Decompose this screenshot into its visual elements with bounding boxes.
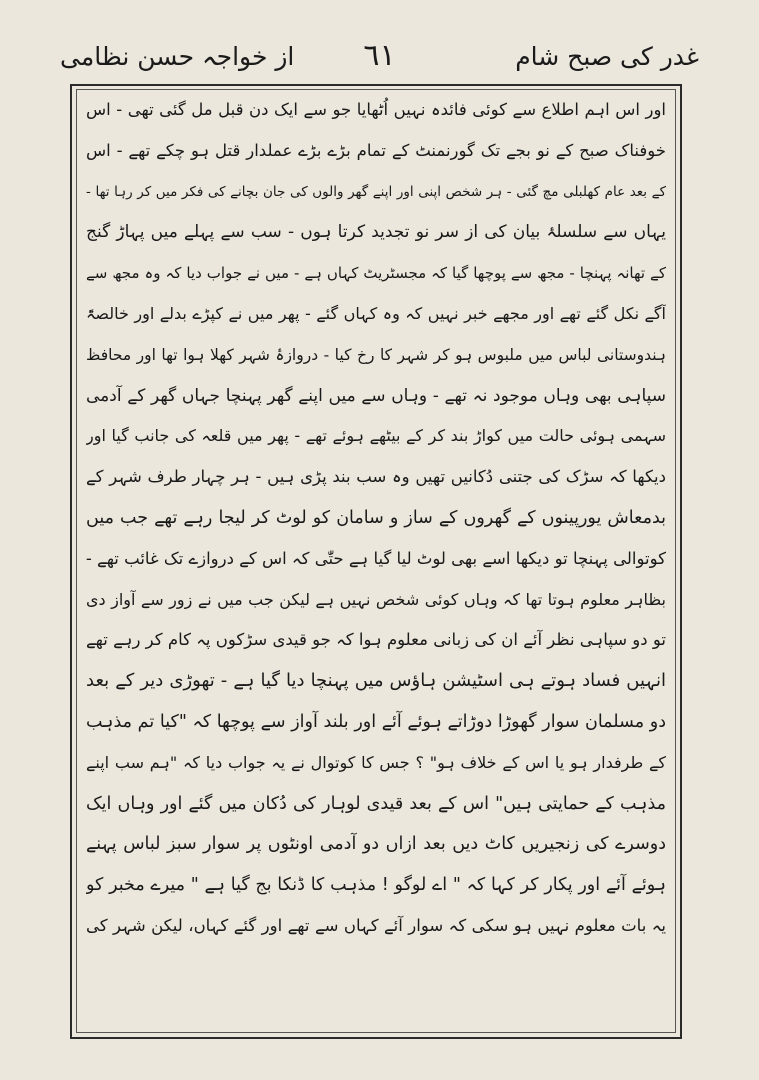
text-line: بدمعاش یورپینوں کے گھروں کے ساز و سامان کو لوٹ کر لیجا رہے تھے جب میں xyxy=(86,507,666,528)
book-title: غدر کی صبح شام xyxy=(515,42,699,71)
page-header xyxy=(60,38,699,82)
text-line: بظاہر معلوم ہوتا تھا کہ وہاں کوئی شخص نہیں ہے لیکن جب میں نے زور سے آواز دی xyxy=(86,589,666,609)
text-line: کے طرفدار ہو یا اس کے خلاف ہو" ؟ جس کا کوتوال نے یہ جواب دیا کہ "ہم سب اپنے xyxy=(86,752,666,772)
text-line: دو مسلمان سوار گھوڑا دوڑاتے ہوئے آئے اور بلند آواز سے پوچھا کہ "کیا تم مذہب xyxy=(86,711,666,732)
body-text xyxy=(86,90,666,947)
text-line: ہندوستانی لباس میں ملبوس ہو کر شہر کا رخ کیا - دروازۂ شہر کھلا ہوا تھا اور محافظ xyxy=(86,345,666,364)
text-line: خوفناک صبح کے نو بجے تک گورنمنٹ کے تمام بڑے بڑے عملدار قتل ہو چکے تھے - اس xyxy=(86,140,666,160)
text-line: کوتوالی پہنچا تو دیکھا اسے بھی لوٹ لیا گیا ہے حتّٰی کہ اس کے دروازے تک غائب تھے - xyxy=(86,548,666,568)
text-line: ہوئے آئے اور پکار کر کہا کہ " اے لوگو ! مذہب کا ڈنکا بج گیا ہے " میرے مخبر کو xyxy=(86,875,666,896)
text-line: سہمی ہوئی حالت میں کواڑ بند کر کے بیٹھے ہوئے تھے - پھر میں قلعہ کی جانب گیا اور xyxy=(86,426,666,446)
text-line: کے تھانہ پہنچا - مجھ سے پوچھا گیا کہ مجسٹریٹ کہاں ہے - میں نے جواب دیا کہ وہ مجھ سے xyxy=(86,264,666,283)
text-line: کے بعد عام کھلبلی مچ گئی - ہر شخص اپنی اور اپنے گھر والوں کی جان بچانے کی فکر میں کر رہا تھا - xyxy=(86,183,666,200)
page-number: ٦١ xyxy=(363,38,396,73)
text-line: آگے نکل گئے تھے اور مجھے خبر نہیں کہ وہ کہاں گئے - پھر میں نے کپڑے بدلے اور خالصۃً xyxy=(86,303,666,323)
text-line: اور اس اہم اطلاع سے کوئی فائدہ نہیں اُٹھایا جو سے ایک دن قبل مل گئی تھی - اس xyxy=(86,100,666,119)
author-name: از خواجہ حسن نظامی xyxy=(60,42,295,71)
text-line: سپاہی بھی وہاں موجود نہ تھے - وہاں سے میں اپنے گھر پہنچا جہاں گھر کے آدمی xyxy=(86,385,666,406)
text-line: یہاں سے سلسلۂ بیان کی از سر نو تجدید کرتا ہوں - سب سے پہلے میں پہاڑ گنج xyxy=(86,222,666,243)
text-line: انہیں فساد ہوتے ہی اسٹیشن ہاؤس میں پہنچا دیا گیا ہے - تھوڑی دیر کے بعد xyxy=(86,670,666,692)
text-line: دوسرے کی زنجیریں کاٹ دیں بعد ازاں دو آدمی اونٹوں پر سوار سبز لباس پہنے xyxy=(86,834,666,855)
text-line: تو دو سپاہی نظر آئے ان کی زبانی معلوم ہوا کہ جو قیدی سڑکوں پہ کام کر رہے تھے xyxy=(86,630,666,650)
text-line: مذہب کے حمایتی ہیں" اس کے بعد قیدی لوہار کی دُکان میں گئے اور وہاں ایک xyxy=(86,793,666,814)
text-line: دیکھا کہ سڑک کی جتنی دُکانیں تھیں وہ سب بند پڑی ہیں - ہر چہار طرف شہر کے xyxy=(86,467,666,487)
text-line: یہ بات معلوم نہیں ہو سکی کہ سوار آئے کہاں سے تھے اور گئے کہاں، لیکن شہر کی xyxy=(86,915,666,935)
